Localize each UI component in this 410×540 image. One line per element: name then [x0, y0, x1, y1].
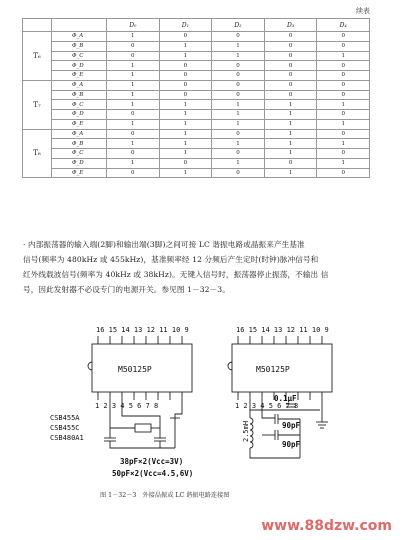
table-cell: 0: [159, 80, 212, 90]
chip-left-bottom-pin-lines: [98, 392, 182, 400]
table-header-blank: [52, 19, 107, 32]
description-paragraph: [23, 237, 383, 297]
table-row: [23, 90, 370, 100]
table-cell: 1: [159, 41, 212, 51]
table-cell: 1: [264, 119, 317, 129]
table-cell: 1: [107, 90, 160, 100]
table-row: [23, 158, 370, 168]
col-header: D₀: [107, 19, 160, 32]
table-cell: 0: [264, 32, 317, 42]
cap-note-1: 38pF×2(Vcc=3V): [120, 457, 184, 466]
truth-table: [22, 18, 370, 178]
table-cell: 0: [317, 110, 370, 120]
table-cell: 0: [264, 71, 317, 81]
table-cell: 1: [212, 51, 265, 61]
signal-label: Φ_B: [52, 90, 107, 100]
signal-label: Φ_D: [52, 110, 107, 120]
table-cell: 1: [264, 100, 317, 110]
table-row: [23, 80, 370, 90]
table-cell: 1: [317, 51, 370, 61]
col-header: D₁: [159, 19, 212, 32]
table-cell: 1: [264, 149, 317, 159]
table-cell: 1: [317, 100, 370, 110]
chip-left-top-pins: 16 15 14 13 12 11 10 9: [96, 326, 189, 334]
table-cell: 1: [159, 119, 212, 129]
table-cell: 0: [159, 158, 212, 168]
table-cell: 1: [212, 100, 265, 110]
table-row: [23, 32, 370, 42]
table-row: [23, 168, 370, 178]
table-cell: 0: [212, 129, 265, 139]
table-cell: 0: [317, 61, 370, 71]
group-label: T₇: [23, 80, 52, 129]
signal-label: Φ_D: [52, 61, 107, 71]
chip-right-top-pin-lines: [238, 336, 322, 344]
table-cell: 0: [317, 71, 370, 81]
table-row: [23, 41, 370, 51]
paragraph-line: 号，因此发射器不必设专门的电源开关。参见图 1－32－3。: [23, 285, 230, 294]
table-cell: 1: [212, 158, 265, 168]
table-cell: 0: [107, 41, 160, 51]
table-cell: 1: [159, 51, 212, 61]
signal-label: Φ_E: [52, 168, 107, 178]
table-cell: 1: [107, 158, 160, 168]
table-cell: 1: [107, 61, 160, 71]
table-cell: 0: [107, 110, 160, 120]
paragraph-line: 信号(频率为 480kHz 或 455kHz)，基准频率经 12 分频后产生定时(时钟)脉冲信号和: [23, 255, 319, 264]
table-cell: 1: [159, 139, 212, 149]
table-cell: 0: [264, 61, 317, 71]
table-cell: 1: [264, 168, 317, 178]
table-cell: 0: [212, 32, 265, 42]
signal-label: Φ_C: [52, 100, 107, 110]
table-cell: 1: [107, 100, 160, 110]
table-header-row: [23, 19, 370, 32]
table-cell: 1: [212, 110, 265, 120]
table-cell: 0: [317, 80, 370, 90]
signal-label: Φ_C: [52, 51, 107, 61]
signal-label: Φ_B: [52, 139, 107, 149]
table-row: [23, 119, 370, 129]
signal-label: Φ_D: [52, 158, 107, 168]
chip-left-bottom-pins: 1 2 3 4 5 6 7 8: [95, 402, 159, 410]
signal-label: Φ_B: [52, 41, 107, 51]
crystal-label: CSB455C: [50, 424, 80, 432]
table-cell: 0: [159, 90, 212, 100]
table-cell: 1: [159, 149, 212, 159]
crystal-label: CSB455A: [50, 414, 80, 422]
table-cell: 0: [212, 61, 265, 71]
table-cell: 1: [317, 119, 370, 129]
table-row: [23, 100, 370, 110]
paragraph-line: · 内部振荡器的输入端(2脚)和输出端(3脚)之间可接 LC 谐振电路或晶振来产生基准: [23, 240, 305, 249]
group-label: T₈: [23, 129, 52, 178]
continued-label: 续表: [356, 7, 370, 15]
table-cell: 0: [264, 80, 317, 90]
table-header-blank: [23, 19, 52, 32]
figure-caption: 图 1－32－3 外接晶振或 LC 谐振电路连接图: [100, 492, 230, 499]
table-cell: 0: [317, 90, 370, 100]
table-cell: 0: [107, 129, 160, 139]
table-cell: 0: [317, 168, 370, 178]
table-cell: 1: [107, 139, 160, 149]
signal-label: Φ_A: [52, 32, 107, 42]
group-label: T₆: [23, 32, 52, 81]
table-cell: 1: [159, 110, 212, 120]
table-cell: 1: [107, 80, 160, 90]
table-cell: 1: [159, 100, 212, 110]
table-cell: 1: [212, 119, 265, 129]
table-cell: 0: [212, 80, 265, 90]
table-cell: 0: [317, 41, 370, 51]
table-cell: 0: [317, 149, 370, 159]
chip-left-top-pin-lines: [98, 336, 182, 344]
crystal-label: CSB480A1: [50, 434, 84, 442]
table-cell: 1: [317, 139, 370, 149]
signal-label: Φ_C: [52, 149, 107, 159]
table-cell: 0: [264, 51, 317, 61]
col-header: D₂: [212, 19, 265, 32]
table-cell: 0: [107, 149, 160, 159]
table-cell: 0: [159, 32, 212, 42]
table-cell: 1: [107, 119, 160, 129]
table-cell: 1: [264, 110, 317, 120]
paragraph-line: 红外线载波信号(频率为 40kHz 或 38kHz)。无键入信号时，振荡器停止振荡，不输出 信: [23, 270, 329, 279]
signal-label: Φ_E: [52, 71, 107, 81]
table-cell: 0: [264, 90, 317, 100]
inductor-label: 2.5mH: [242, 420, 250, 442]
table-cell: 1: [107, 71, 160, 81]
table-cell: 1: [159, 168, 212, 178]
col-header: D₄: [317, 19, 370, 32]
table-cell: 0: [159, 71, 212, 81]
table-cell: 0: [159, 61, 212, 71]
table-row: [23, 139, 370, 149]
circuit-diagrams: [0, 318, 410, 488]
table-cell: 0: [107, 168, 160, 178]
table-cell: 0: [107, 51, 160, 61]
table-row: [23, 71, 370, 81]
table-cell: 0: [212, 149, 265, 159]
signal-label: Φ_A: [52, 80, 107, 90]
table-cell: 0: [212, 168, 265, 178]
chip-left-label: M50125P: [118, 365, 152, 374]
table-row: [23, 110, 370, 120]
table-cell: 1: [317, 158, 370, 168]
table-cell: 0: [317, 129, 370, 139]
table-row: [23, 61, 370, 71]
table-cell: 1: [264, 129, 317, 139]
table-cell: 0: [264, 41, 317, 51]
chip-left-notch: [88, 362, 92, 370]
chip-right-top-pins: 16 15 14 13 12 11 10 9: [236, 326, 329, 334]
table-cell: 1: [212, 41, 265, 51]
table-row: [23, 51, 370, 61]
cap-90pf-label: 90pF: [282, 440, 301, 449]
cap-note-2: 50pF×2(Vcc=4.5,6V): [112, 469, 194, 478]
col-header: D₃: [264, 19, 317, 32]
table-row: [23, 149, 370, 159]
cap-90pf-label: 90pF: [282, 421, 301, 430]
table-cell: 1: [212, 139, 265, 149]
table-cell: 0: [212, 90, 265, 100]
table-cell: 1: [159, 129, 212, 139]
chip-right-label: M50125P: [256, 365, 290, 374]
table-cell: 0: [317, 32, 370, 42]
table-cell: 0: [264, 158, 317, 168]
cap-0-1uf-label: 0.1μF: [274, 394, 297, 403]
table-cell: 1: [264, 139, 317, 149]
signal-label: Φ_A: [52, 129, 107, 139]
chip-right-bottom-pins: 1 2 3 4 5 6 7 8: [235, 402, 299, 410]
signal-label: Φ_E: [52, 119, 107, 129]
chip-right-notch: [228, 362, 232, 370]
watermark: www.88dzw.com: [261, 518, 392, 534]
table-cell: 0: [212, 71, 265, 81]
table-row: [23, 129, 370, 139]
table-cell: 1: [107, 32, 160, 42]
